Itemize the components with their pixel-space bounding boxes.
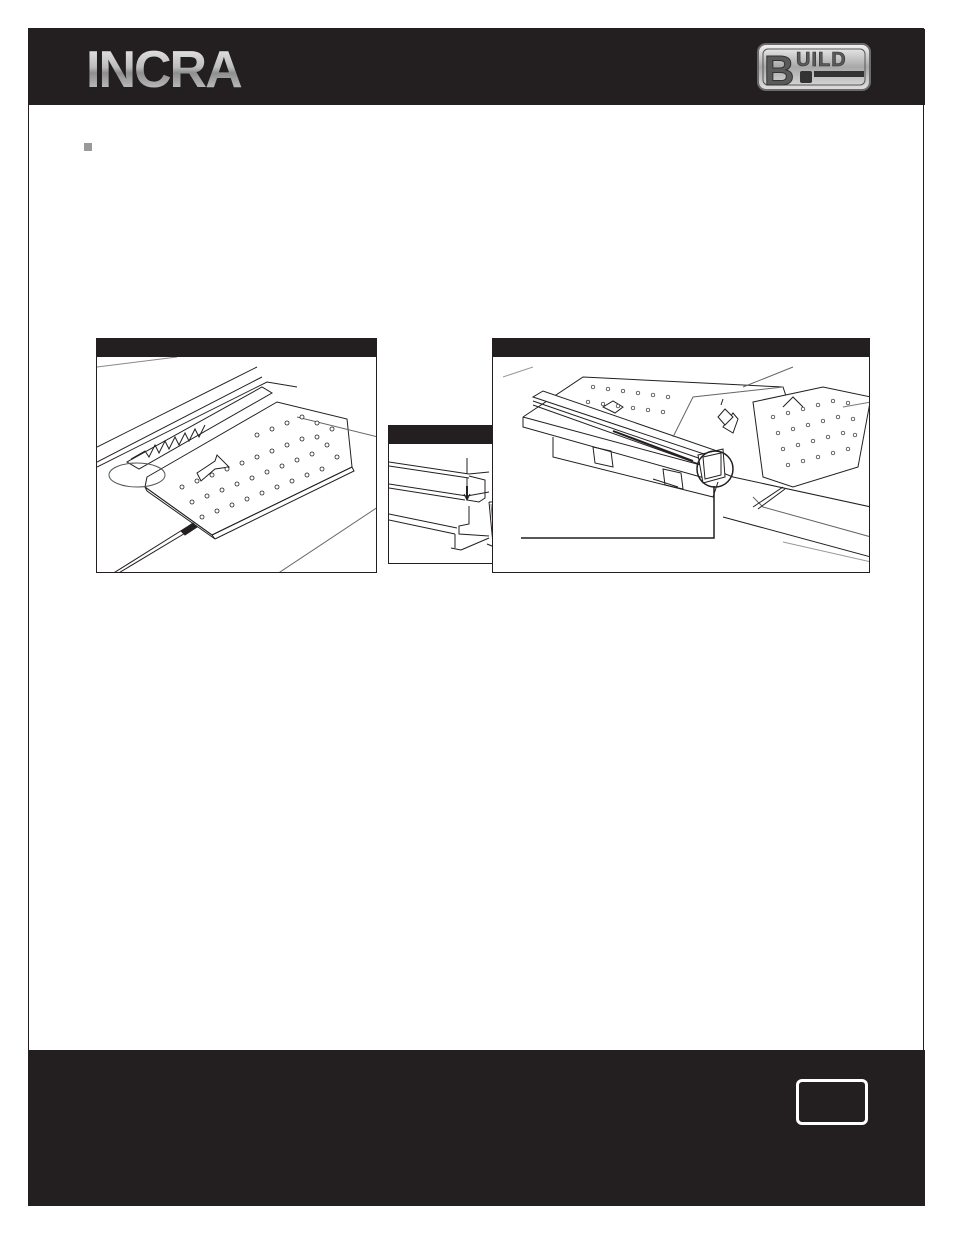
incra-logo (86, 40, 266, 92)
svg-text:B: B (764, 47, 795, 92)
figure-title-bar (97, 339, 376, 357)
figure-panel-right (492, 338, 870, 573)
figure-panel-left (96, 338, 377, 573)
page-number-box (796, 1079, 868, 1125)
bullet-marker (84, 143, 92, 151)
footer-bar (29, 1050, 925, 1206)
saw-table-illustration (493, 357, 870, 573)
fence-plate-illustration (97, 357, 377, 573)
build-badge (756, 42, 872, 92)
page-frame (28, 28, 924, 1206)
svg-text:UILD: UILD (796, 49, 847, 71)
figure-title-bar (493, 339, 869, 357)
svg-text:INCRA: INCRA (86, 41, 241, 92)
